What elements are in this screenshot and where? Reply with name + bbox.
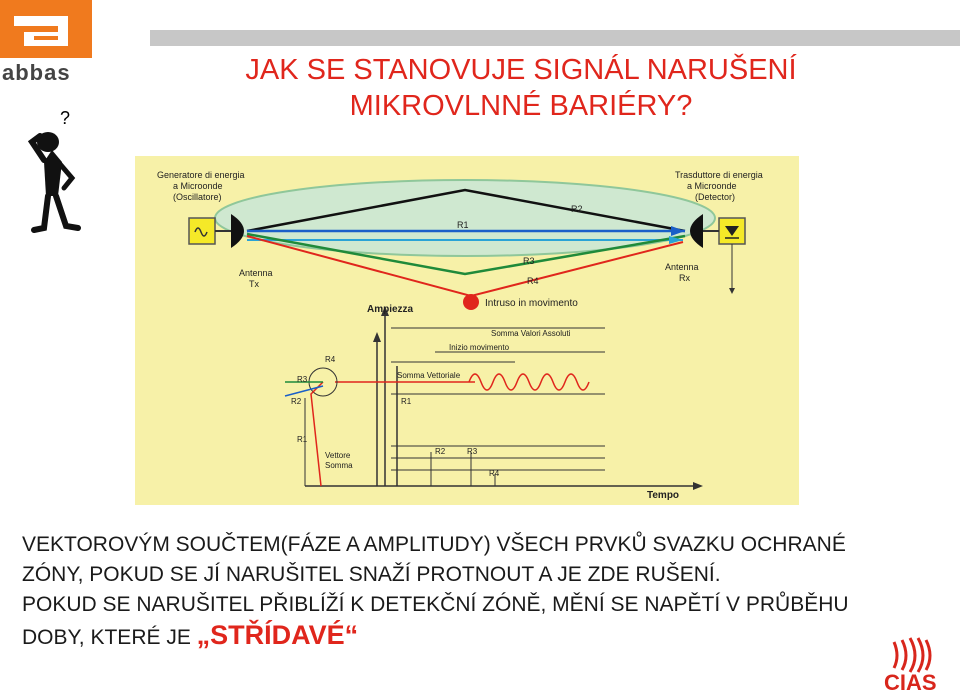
description-text	[22, 530, 952, 653]
r2-label: R2	[571, 204, 583, 214]
body-line-4	[22, 620, 952, 653]
r4-label: R4	[527, 276, 539, 286]
cias-logo-text: CIAS	[884, 670, 937, 692]
graph-r4-label: R4	[489, 469, 500, 478]
somma-valori-label: Somma Valori Assoluti	[491, 329, 571, 338]
body-line-4-prefix: DOBY, KTERÉ JE	[22, 626, 197, 649]
tempo-label: Tempo	[647, 490, 680, 501]
oscillator-box	[189, 218, 215, 244]
graph-r2-label: R2	[435, 447, 446, 456]
vettore-label: Vettore Somma	[325, 451, 353, 470]
header-bar	[150, 30, 960, 46]
abbas-logo	[0, 0, 96, 86]
antenna-tx-label: Antenna Tx	[239, 268, 273, 289]
logo-text: abbas	[2, 60, 71, 85]
vector-r2-label: R2	[291, 397, 302, 406]
r3-label: R3	[523, 256, 535, 266]
intruder-label: Intruso in movimento	[485, 298, 578, 309]
tx-label: Generatore di energia a Microonde (Oscillatore)	[157, 170, 245, 202]
title-line-2: MIKROVLNNÉ BARIÉRY?	[349, 90, 693, 122]
body-line-1: VEKTOROVÝM SOUČTEM(FÁZE A AMPLITUDY) VŠECH PRVKŮ SVAZKU OCHRANÉ	[22, 533, 846, 556]
thinking-figure-icon	[22, 108, 98, 236]
graph-r1-label: R1	[401, 397, 412, 406]
body-line-3: POKUD SE NARUŠITEL PŘIBLÍŽÍ K DETEKČNÍ ZÓNĚ, MĚNÍ SE NAPĚTÍ V PRŮBĚHU	[22, 593, 849, 616]
question-mark: ?	[60, 108, 71, 128]
inizio-label: Inizio movimento	[449, 343, 510, 352]
disturbance-waveform	[469, 374, 589, 390]
vector-r4-label: R4	[325, 355, 336, 364]
cias-logo	[880, 636, 954, 692]
r1-label: R1	[457, 220, 469, 230]
antenna-rx-label: Antenna Rx	[665, 262, 699, 283]
vector-r1-label: R1	[297, 435, 308, 444]
rx-label: Trasduttore di energia a Microonde (Detector)	[675, 170, 763, 202]
emphasis-alternating: „STŘÍDAVÉ“	[196, 620, 359, 650]
page-title	[196, 52, 846, 124]
ampiezza-label: Ampiezza	[367, 304, 414, 315]
graph-r3-label: R3	[467, 447, 478, 456]
logo-box	[0, 0, 92, 58]
logo-a-mark-icon	[8, 6, 80, 52]
somma-vettoriale-label: Somma Vettoriale	[397, 371, 461, 380]
body-line-2: ZÓNY, POKUD SE JÍ NARUŠITEL SNAŽÍ PROTNOUT A JE ZDE RUŠENÍ.	[22, 563, 721, 586]
title-line-1: JAK SE STANOVUJE SIGNÁL NARUŠENÍ	[245, 54, 797, 86]
microwave-barrier-diagram	[135, 156, 799, 505]
intruder-dot	[463, 294, 479, 310]
vector-r3-label: R3	[297, 375, 308, 384]
